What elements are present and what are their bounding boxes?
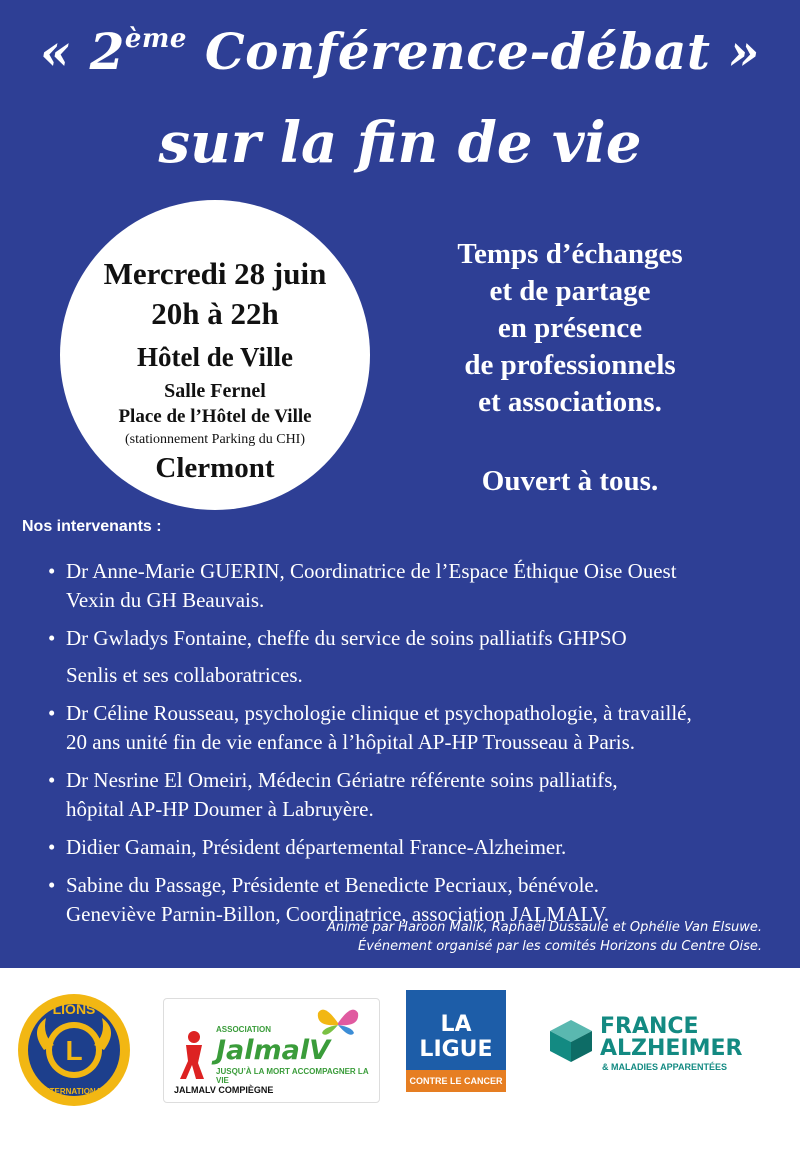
speakers-list (48, 557, 788, 938)
jalmalv-tagline: JUSQU’À LA MORT ACCOMPAGNER LA VIE (216, 1067, 369, 1085)
event-venue: Hôtel de Ville (137, 342, 293, 372)
event-info-circle (60, 200, 370, 510)
description-line: Temps d’échanges (457, 238, 683, 270)
svg-text:LIONS: LIONS (52, 1001, 96, 1017)
jalmalv-name: JalmalV (216, 1035, 331, 1066)
jalmalv-logo (163, 998, 380, 1103)
event-date: Mercredi 28 juin (103, 256, 327, 291)
credits-organizer: Événement organisé par les comités Horizons du Centre Oise. (358, 939, 762, 954)
bullet-icon: • (48, 768, 56, 792)
fa-line-2: ALZHEIMER (600, 1036, 743, 1061)
event-description (390, 236, 750, 500)
event-time: 20h à 22h (151, 296, 279, 331)
list-item: • Dr Gwladys Fontaine, cheffe du service de soins palliatifs GHPSO Senlis et ses collaboratrices. (48, 626, 627, 687)
svg-text:INTERNATIONAL: INTERNATIONAL (41, 1087, 107, 1096)
la-ligue-name: LA LIGUE (419, 1012, 493, 1062)
bullet-icon: • (48, 626, 56, 650)
description-line: et associations. (478, 386, 662, 418)
list-item: • Didier Gamain, Président départemental France-Alzheimer. (48, 833, 788, 862)
person-icon (176, 1029, 212, 1081)
credits (327, 918, 762, 956)
list-item: • Dr Anne-Marie GUERIN, Coordinatrice de l’Espace Éthique Oise Ouest Vexin du GH Beauvais. (48, 559, 677, 612)
jalmalv-city: JALMALV COMPIÈGNE (174, 1085, 274, 1095)
list-item: • Dr Céline Rousseau, psychologie clinique et psychopathologie, à travaillé, 20 ans unité fin de vie enfance à l’hôpital AP-HP Trousseau à Paris. (48, 701, 692, 754)
jalmalv-assoc: ASSOCIATION (216, 1025, 271, 1034)
list-item: • Dr Nesrine El Omeiri, Médecin Gériatre référente soins palliatifs, hôpital AP-HP Doumer à Labruyère. (48, 768, 618, 821)
event-address: Place de l’Hôtel de Ville (118, 406, 312, 427)
cube-icon (548, 1018, 594, 1064)
speakers-heading: Nos intervenants : (22, 518, 162, 535)
description-line: en présence (497, 312, 643, 344)
bullet-icon: • (48, 701, 56, 725)
bullet-icon: • (48, 835, 56, 859)
title-line-1: « 2ème Conférence-débat » (39, 22, 761, 81)
event-room: Salle Fernel (164, 380, 266, 402)
open-to-all: Ouvert à tous. (481, 465, 659, 497)
sponsor-logos (0, 968, 800, 1156)
fa-line-3: & MALADIES APPARENTÉES (602, 1062, 728, 1072)
title-line-2: sur la fin de vie (158, 110, 642, 176)
list-item: • Sabine du Passage, Présidente et Benedicte Pecriaux, bénévole. Geneviève Parnin-Billon, Coordinatrice, association JALMALV. (48, 873, 609, 926)
fa-line-1: FRANCE (600, 1014, 699, 1039)
event-city: Clermont (155, 452, 275, 484)
description-line: et de partage (489, 275, 651, 307)
credits-hosts: Animé par Haroon Malik, Raphaël Dussaule et Ophélie Van Elsuwe. (326, 920, 762, 935)
france-alzheimer-logo (548, 1014, 768, 1076)
svg-text:L: L (65, 1035, 83, 1066)
bullet-icon: • (48, 559, 56, 583)
lions-logo (14, 990, 134, 1110)
bullet-icon: • (48, 873, 56, 897)
lions-emblem-icon (14, 990, 134, 1110)
la-ligue-sub: CONTRE LE CANCER (406, 1070, 506, 1092)
event-parking: (stationnement Parking du CHI) (124, 432, 306, 447)
description-line: de professionnels (464, 349, 676, 381)
la-ligue-logo (406, 990, 506, 1092)
